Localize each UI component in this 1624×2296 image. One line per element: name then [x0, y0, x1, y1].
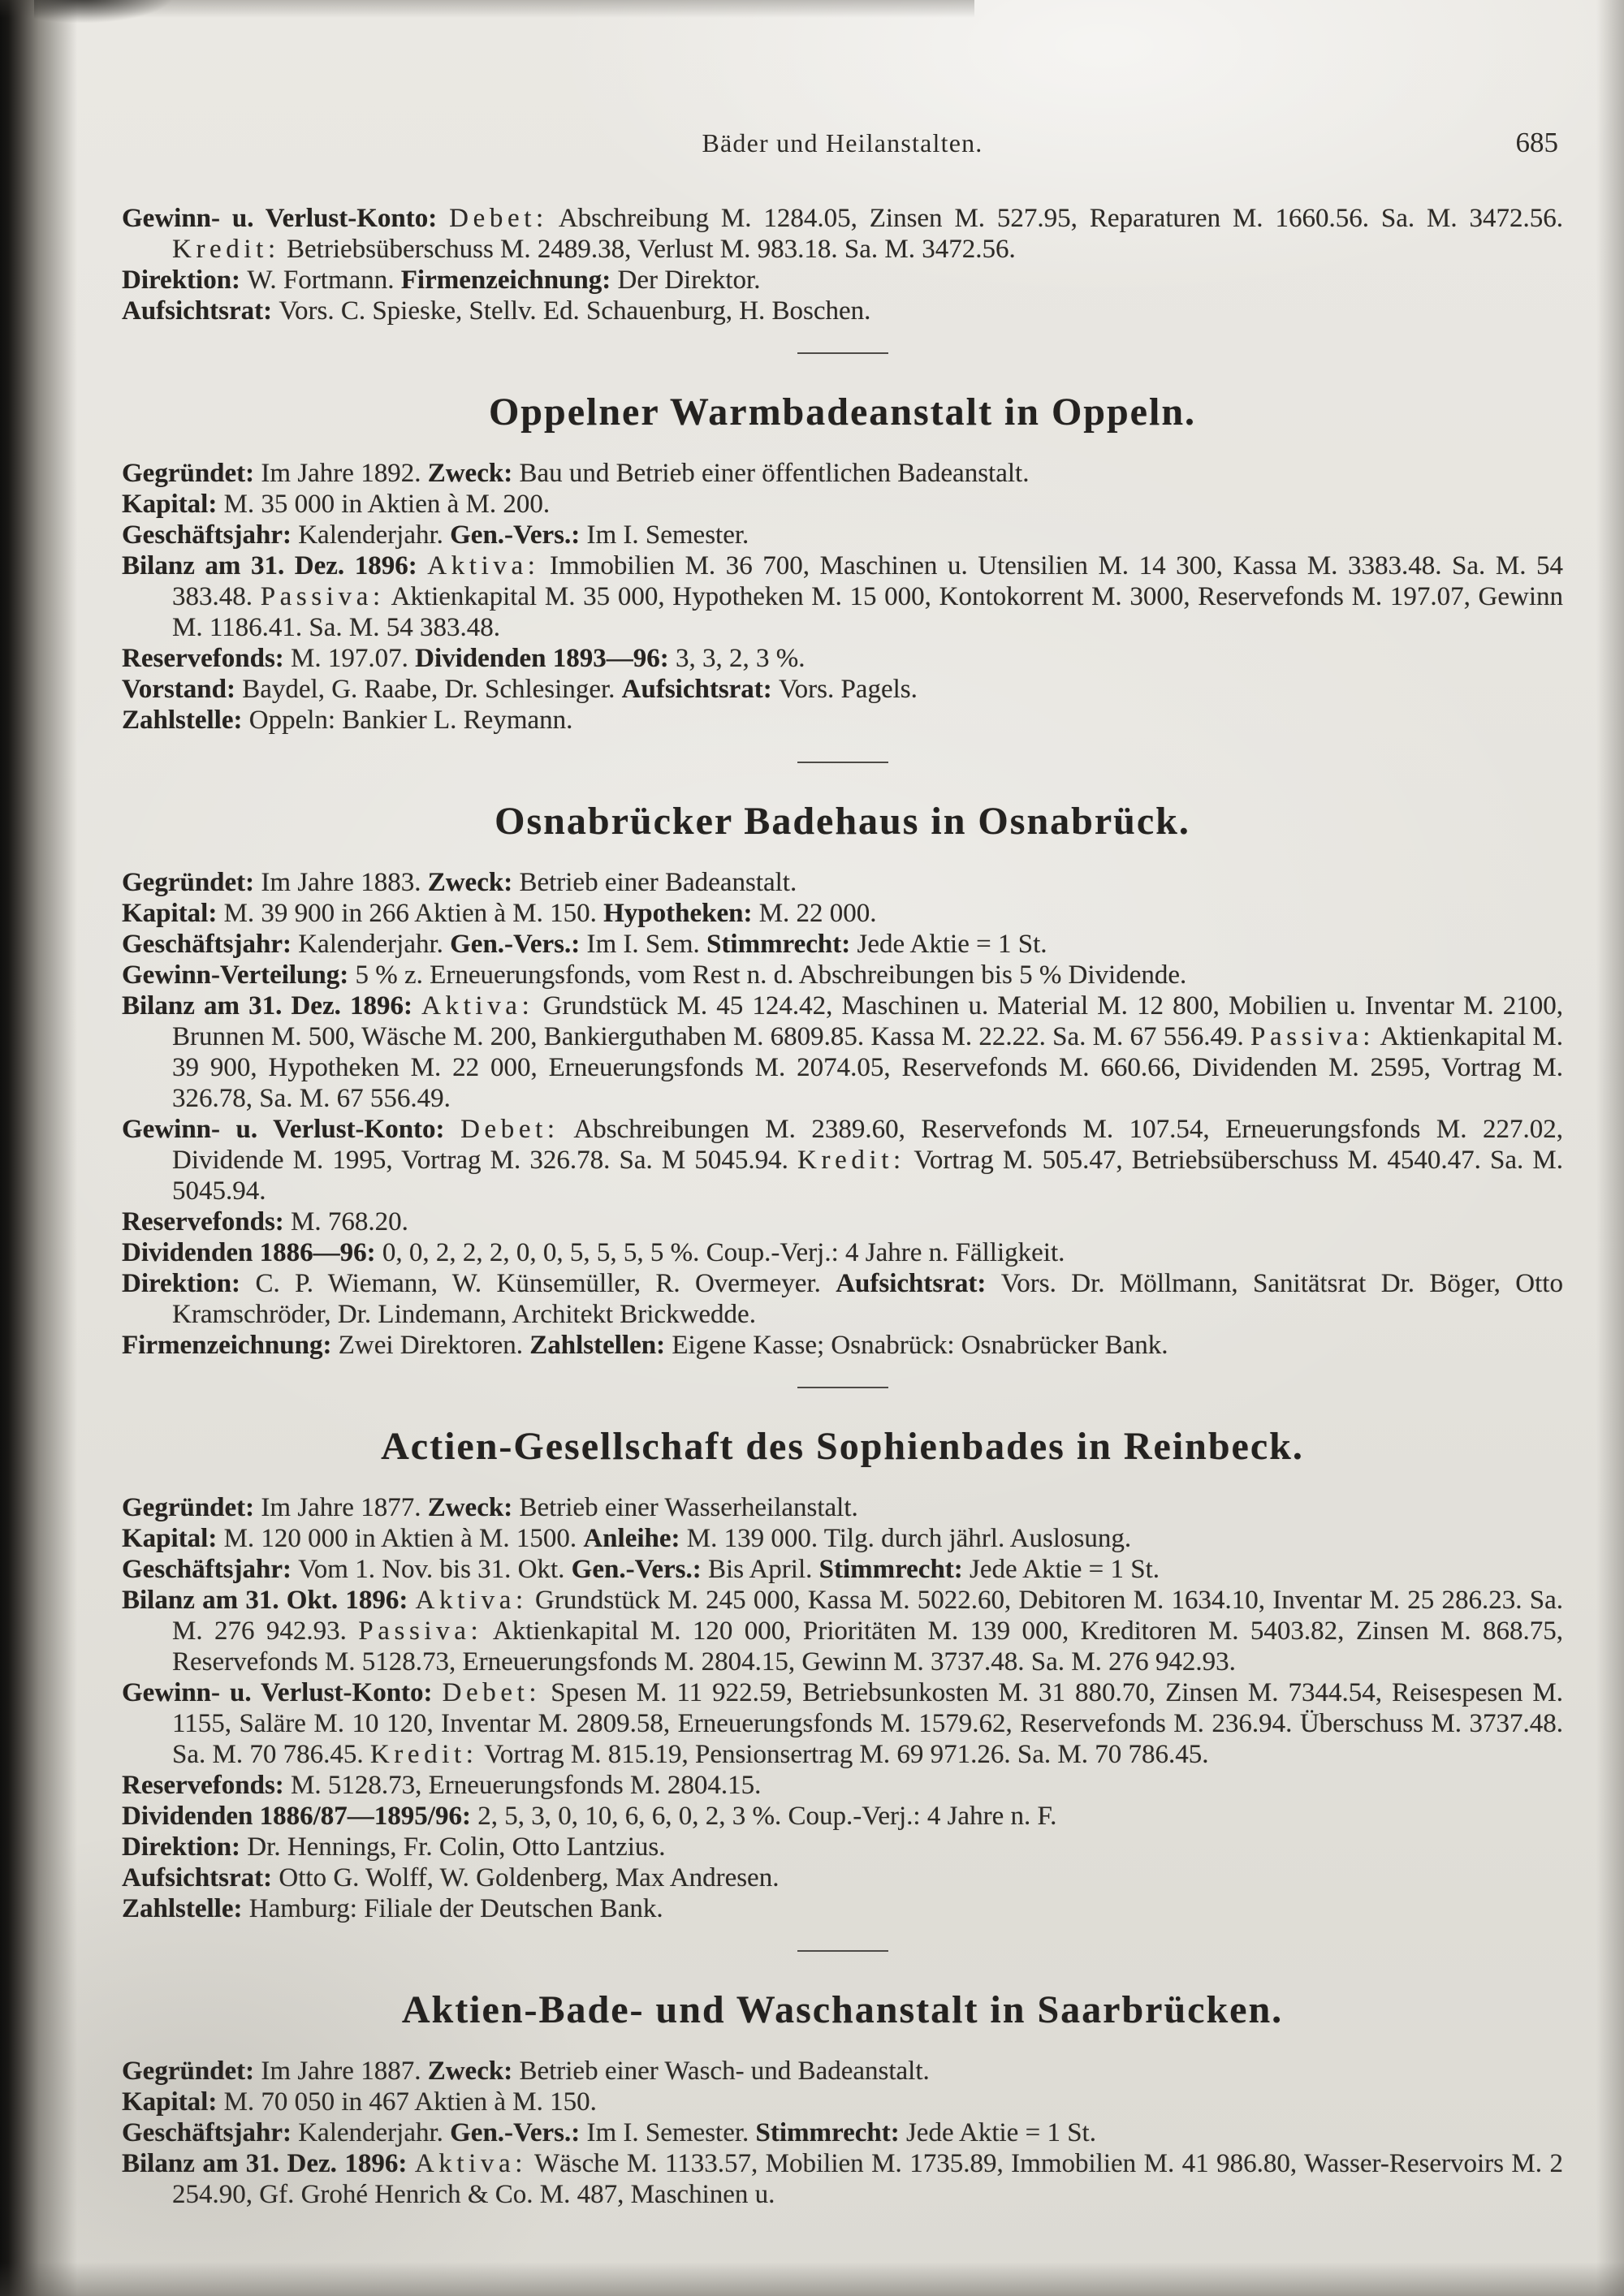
field-text: 2, 5, 3, 0, 10, 6, 6, 0, 2, 3 %. Coup.-Verj.: 4 Jahre n. F.	[477, 1802, 1057, 1831]
field-text: W. Fortmann.	[247, 265, 401, 295]
field-text: Der Direktor.	[617, 265, 761, 295]
field-text: M. 35 000 in Aktien à M. 200.	[223, 490, 551, 519]
field-label: Anleihe:	[583, 1524, 687, 1553]
field-label: Geschäftsjahr:	[122, 1555, 299, 1584]
field-text: Betrieb einer Wasserheilanstalt.	[519, 1493, 858, 1522]
field-text: Kredit:	[797, 1146, 905, 1175]
scan-edge-right	[1596, 0, 1624, 2296]
field-text: Betrieb einer Wasch- und Badeanstalt.	[519, 2056, 930, 2086]
entry-paragraph	[122, 2117, 1563, 2148]
field-label: Zweck:	[427, 868, 520, 897]
section-divider	[797, 1387, 888, 1388]
field-label: Zahlstellen:	[529, 1331, 672, 1360]
page-number: 685	[1515, 127, 1558, 158]
field-text: Im I. Semester.	[586, 2118, 756, 2147]
entry-paragraph	[122, 929, 1563, 960]
entry-paragraph	[122, 867, 1563, 898]
field-text: Aktienkapital M. 120 000, Prioritäten M. 139 000, Kreditoren M. 5403.82, Zinsen M. 868.75, Reservefonds M. 5128.73, Erneuerungsfonds M. 2804.15, Gewinn M. 3737.48. Sa. M. 276 942.93.	[172, 1616, 1564, 1677]
entry-paragraph	[122, 265, 1563, 296]
field-text: Wäsche M. 1133.57, Mobilien M. 1735.89, Immobilien M. 41 986.80, Wasser-Reservoirs M. 2 254.90, Gf. Grohé Henrich & Co. M. 487, Maschinen u.	[172, 2149, 1563, 2209]
field-label: Gegründet:	[122, 2056, 261, 2086]
field-text: Immobilien M. 36 700, Maschinen u. Utensilien M. 14 300, Kassa M. 3383.48. Sa. M. 54 383.48.	[172, 551, 1563, 611]
field-text: Eigene Kasse; Osnabrück: Osnabrücker Bank.	[672, 1331, 1168, 1360]
field-label: Stimmrecht:	[818, 1555, 970, 1584]
field-text: Grundstück M. 45 124.42, Maschinen u. Material M. 12 800, Mobilien u. Inventar M. 2100, Brunnen M. 500, Wäsche M. 200, Bankierguthaben M. 6809.85. Kassa M. 22.22. Sa. M. 67 556.49.	[172, 991, 1564, 1051]
field-text: C. P. Wiemann, W. Künsemüller, R. Overmeyer.	[255, 1269, 836, 1298]
field-text: Vors. Pagels.	[779, 675, 918, 704]
field-label: Dividenden 1886—96:	[122, 1238, 382, 1267]
field-label: Gewinn-Verteilung:	[122, 960, 356, 990]
field-text: Kredit:	[172, 235, 280, 264]
field-text: Kalenderjahr.	[298, 930, 451, 959]
field-label: Gewinn- u. Verlust-Konto:	[122, 1115, 461, 1144]
entry-paragraph	[122, 960, 1563, 990]
field-label: Gewinn- u. Verlust-Konto:	[122, 1678, 443, 1707]
entry-heading: Aktien-Bade- und Waschanstalt in Saarbrücken.	[401, 1988, 1284, 2031]
entry-paragraph	[122, 203, 1563, 265]
field-text: Vortrag M. 815.19, Pensionsertrag M. 69 971.26. Sa. M. 70 786.45.	[477, 1740, 1209, 1769]
field-text: Otto G. Wolff, W. Goldenberg, Max Andresen.	[279, 1863, 780, 1892]
entry-paragraph	[122, 1801, 1563, 1832]
field-text: Passiva:	[1250, 1022, 1376, 1051]
field-text: Im I. Sem.	[586, 930, 707, 959]
entry-paragraph	[122, 550, 1563, 643]
field-text: Aktiva:	[421, 991, 534, 1021]
field-text: Im Jahre 1892.	[261, 459, 428, 488]
field-label: Gen.-Vers.:	[450, 2118, 587, 2147]
field-label: Direktion:	[122, 1269, 256, 1298]
field-text: Baydel, G. Raabe, Dr. Schlesinger.	[242, 675, 622, 704]
field-label: Zweck:	[427, 1493, 520, 1522]
entry-paragraph	[122, 296, 1563, 326]
field-text: Jede Aktie = 1 St.	[905, 2118, 1096, 2147]
entry-paragraph	[122, 1585, 1563, 1677]
field-label: Firmenzeichnung:	[122, 1331, 339, 1360]
field-text: Vom 1. Nov. bis 31. Okt.	[298, 1555, 572, 1584]
field-label: Aufsichtsrat:	[122, 1863, 279, 1892]
field-label: Dividenden 1886/87—1895/96:	[122, 1802, 478, 1831]
field-label: Aufsichtsrat:	[836, 1269, 1001, 1298]
entry-heading: Oppelner Warmbadeanstalt in Oppeln.	[488, 391, 1197, 434]
entry-paragraph	[122, 674, 1563, 705]
field-text: Passiva:	[358, 1616, 483, 1646]
field-text: Kalenderjahr.	[298, 520, 451, 550]
field-text: Debet:	[442, 1678, 542, 1707]
scan-edge-bottom	[0, 2262, 1624, 2296]
entry-paragraph	[122, 489, 1563, 520]
field-text: Vors. C. Spieske, Stellv. Ed. Schauenburg, H. Boschen.	[279, 296, 871, 326]
field-text: Dr. Hennings, Fr. Colin, Otto Lantzius.	[247, 1832, 666, 1862]
field-label: Stimmrecht:	[706, 930, 857, 959]
field-label: Gegründet:	[122, 868, 261, 897]
field-label: Gen.-Vers.:	[450, 520, 587, 550]
field-label: Gegründet:	[122, 1493, 261, 1522]
field-label: Kapital:	[122, 490, 224, 519]
field-text: M. 197.07.	[291, 644, 416, 673]
field-text: Aktiva:	[414, 2149, 528, 2178]
field-text: Bau und Betrieb einer öffentlichen Badeanstalt.	[519, 459, 1030, 488]
entry-paragraph	[122, 1237, 1563, 1268]
field-text: Jede Aktie = 1 St.	[857, 930, 1047, 959]
field-label: Zahlstelle:	[122, 1894, 249, 1923]
field-text: Betriebsüberschuss M. 2489.38, Verlust M. 983.18. Sa. M. 3472.56.	[279, 235, 1016, 264]
page-content	[122, 128, 1563, 2210]
field-label: Gen.-Vers.:	[450, 930, 587, 959]
field-text: Aktienkapital M. 35 000, Hypotheken M. 15 000, Kontokorrent M. 3000, Reservefonds M. 197.07, Gewinn M. 1186.41. Sa. M. 54 383.48.	[172, 582, 1563, 642]
field-label: Bilanz am 31. Okt. 1896:	[122, 1586, 416, 1615]
field-text: Debet:	[460, 1115, 559, 1144]
field-text: Aktiva:	[415, 1586, 528, 1615]
field-label: Reservefonds:	[122, 1207, 292, 1236]
field-text: Kalenderjahr.	[298, 2118, 451, 2147]
field-text: Passiva:	[260, 582, 385, 611]
entry-paragraph	[122, 1268, 1563, 1330]
entry-paragraph	[122, 2087, 1563, 2117]
entry-paragraph	[122, 643, 1563, 674]
entry-paragraph	[122, 1770, 1563, 1801]
entry-paragraph	[122, 1554, 1563, 1585]
field-label: Vorstand:	[122, 675, 243, 704]
field-text: Grundstück M. 245 000, Kassa M. 5022.60, Debitoren M. 1634.10, Inventar M. 25 286.23. Sa. M. 276 942.93.	[172, 1586, 1563, 1646]
field-text: M. 70 050 in 467 Aktien à M. 150.	[223, 2087, 597, 2117]
field-text: Hamburg: Filiale der Deutschen Bank.	[248, 1894, 663, 1923]
field-text: Im Jahre 1877.	[261, 1493, 428, 1522]
field-text: Betrieb einer Badeanstalt.	[519, 868, 797, 897]
field-label: Stimmrecht:	[755, 2118, 906, 2147]
field-label: Firmenzeichnung:	[400, 265, 618, 295]
field-text: Bis April.	[708, 1555, 819, 1584]
field-text: Spesen M. 11 922.59, Betriebsunkosten M. 31 880.70, Zinsen M. 7344.54, Reisespesen M. 1155, Saläre M. 10 120, Inventar M. 2809.58, Erneuerungsfonds M. 1579.62, Reservefonds M. 236.94. Überschuss M. 3737.48. Sa. M. 70 786.45.	[172, 1678, 1563, 1769]
entry-paragraph	[122, 1206, 1563, 1237]
field-label: Kapital:	[122, 2087, 224, 2117]
field-label: Aufsichtsrat:	[621, 675, 780, 704]
entry-paragraph	[122, 705, 1563, 736]
field-label: Reservefonds:	[122, 1771, 292, 1800]
entry-paragraph	[122, 898, 1563, 929]
field-label: Hypotheken:	[603, 899, 759, 928]
field-text: Aktienkapital M. 39 900, Hypotheken M. 22 000, Erneuerungsfonds M. 2074.05, Reservefonds M. 660.66, Dividenden M. 2595, Vortrag M. 326.78, Sa. M. 67 556.49.	[172, 1022, 1563, 1113]
entry-paragraph	[122, 1492, 1563, 1523]
entry-paragraph	[122, 1832, 1563, 1862]
field-text: Abschreibungen M. 2389.60, Reservefonds M. 107.54, Erneuerungsfonds M. 227.02, Dividende M. 1995, Vortrag M. 326.78. Sa. M 5045.94.	[172, 1115, 1563, 1175]
field-text: Aktiva:	[427, 551, 540, 580]
field-text: M. 5128.73, Erneuerungsfonds M. 2804.15.	[291, 1771, 762, 1800]
field-label: Direktion:	[122, 1832, 248, 1862]
field-label: Geschäftsjahr:	[122, 930, 299, 959]
field-text: M. 768.20.	[291, 1207, 408, 1236]
field-label: Kapital:	[122, 899, 224, 928]
field-label: Reservefonds:	[122, 644, 292, 673]
field-text: Zwei Direktoren.	[338, 1331, 530, 1360]
page-header-title: Bäder und Heilanstalten.	[702, 128, 983, 158]
entry-paragraph	[122, 520, 1563, 550]
entry-paragraph	[122, 2148, 1563, 2210]
field-text: Im I. Semester.	[586, 520, 749, 550]
field-text: Im Jahre 1883.	[261, 868, 428, 897]
field-label: Aufsichtsrat:	[122, 296, 279, 326]
book-gutter-shadow	[0, 0, 77, 2296]
field-label: Geschäftsjahr:	[122, 520, 299, 550]
field-label: Kapital:	[122, 1524, 224, 1553]
field-text: Oppeln: Bankier L. Reymann.	[248, 706, 573, 735]
field-text: 3, 3, 2, 3 %.	[676, 644, 806, 673]
section-divider	[797, 352, 888, 354]
entry-paragraph	[122, 2056, 1563, 2087]
field-label: Gen.-Vers.:	[571, 1555, 709, 1584]
entry-paragraph	[122, 990, 1563, 1114]
running-header	[122, 128, 1563, 162]
field-text: Jede Aktie = 1 St.	[970, 1555, 1160, 1584]
field-label: Geschäftsjahr:	[122, 2118, 299, 2147]
field-label: Zahlstelle:	[122, 706, 249, 735]
field-text: Vors. Dr. Möllmann, Sanitätsrat Dr. Böger, Otto Kramschröder, Dr. Lindemann, Architekt Brickwedde.	[172, 1269, 1563, 1329]
field-label: Bilanz am 31. Dez. 1896:	[122, 991, 422, 1021]
field-text: Abschreibung M. 1284.05, Zinsen M. 527.95, Reparaturen M. 1660.56. Sa. M. 3472.56.	[547, 204, 1563, 233]
field-text: M. 39 900 in 266 Aktien à M. 150.	[223, 899, 604, 928]
field-label: Gewinn- u. Verlust-Konto:	[122, 204, 450, 233]
scan-corner-smudge	[34, 0, 172, 23]
entry-heading: Actien-Gesellschaft des Sophienbades in Reinbeck.	[381, 1425, 1304, 1468]
entry-paragraph	[122, 1893, 1563, 1924]
field-label: Zweck:	[427, 459, 520, 488]
field-label: Bilanz am 31. Dez. 1896:	[122, 2149, 415, 2178]
entry-paragraph	[122, 1523, 1563, 1554]
entry-paragraph	[122, 1677, 1563, 1770]
field-text: 0, 0, 2, 2, 2, 0, 0, 5, 5, 5, 5 %. Coup.-Verj.: 4 Jahre n. Fälligkeit.	[382, 1238, 1065, 1267]
field-label: Direktion:	[122, 265, 248, 295]
entry-paragraph	[122, 458, 1563, 489]
field-text: M. 139 000. Tilg. durch jährl. Auslosung.	[686, 1524, 1132, 1553]
field-label: Zweck:	[427, 2056, 520, 2086]
entry-paragraph	[122, 1114, 1563, 1206]
field-label: Gegründet:	[122, 459, 261, 488]
entry-paragraph	[122, 1330, 1563, 1361]
field-text: Debet:	[449, 204, 548, 233]
field-text: 5 % z. Erneuerungsfonds, vom Rest n. d. Abschreibungen bis 5 % Dividende.	[355, 960, 1187, 990]
field-text: M. 120 000 in Aktien à M. 1500.	[223, 1524, 584, 1553]
entries-container	[122, 203, 1563, 2210]
field-text: Im Jahre 1887.	[261, 2056, 428, 2086]
entry-paragraph	[122, 1862, 1563, 1893]
field-label: Dividenden 1893—96:	[415, 644, 676, 673]
section-divider	[797, 1950, 888, 1952]
entry-heading: Osnabrücker Badehaus in Osnabrück.	[495, 800, 1190, 843]
field-text: Vortrag M. 505.47, Betriebsüberschuss M. 4540.47. Sa. M. 5045.94.	[172, 1146, 1563, 1206]
field-text: Kredit:	[369, 1740, 478, 1769]
field-text: M. 22 000.	[758, 899, 877, 928]
section-divider	[797, 762, 888, 763]
field-label: Bilanz am 31. Dez. 1896:	[122, 551, 428, 580]
